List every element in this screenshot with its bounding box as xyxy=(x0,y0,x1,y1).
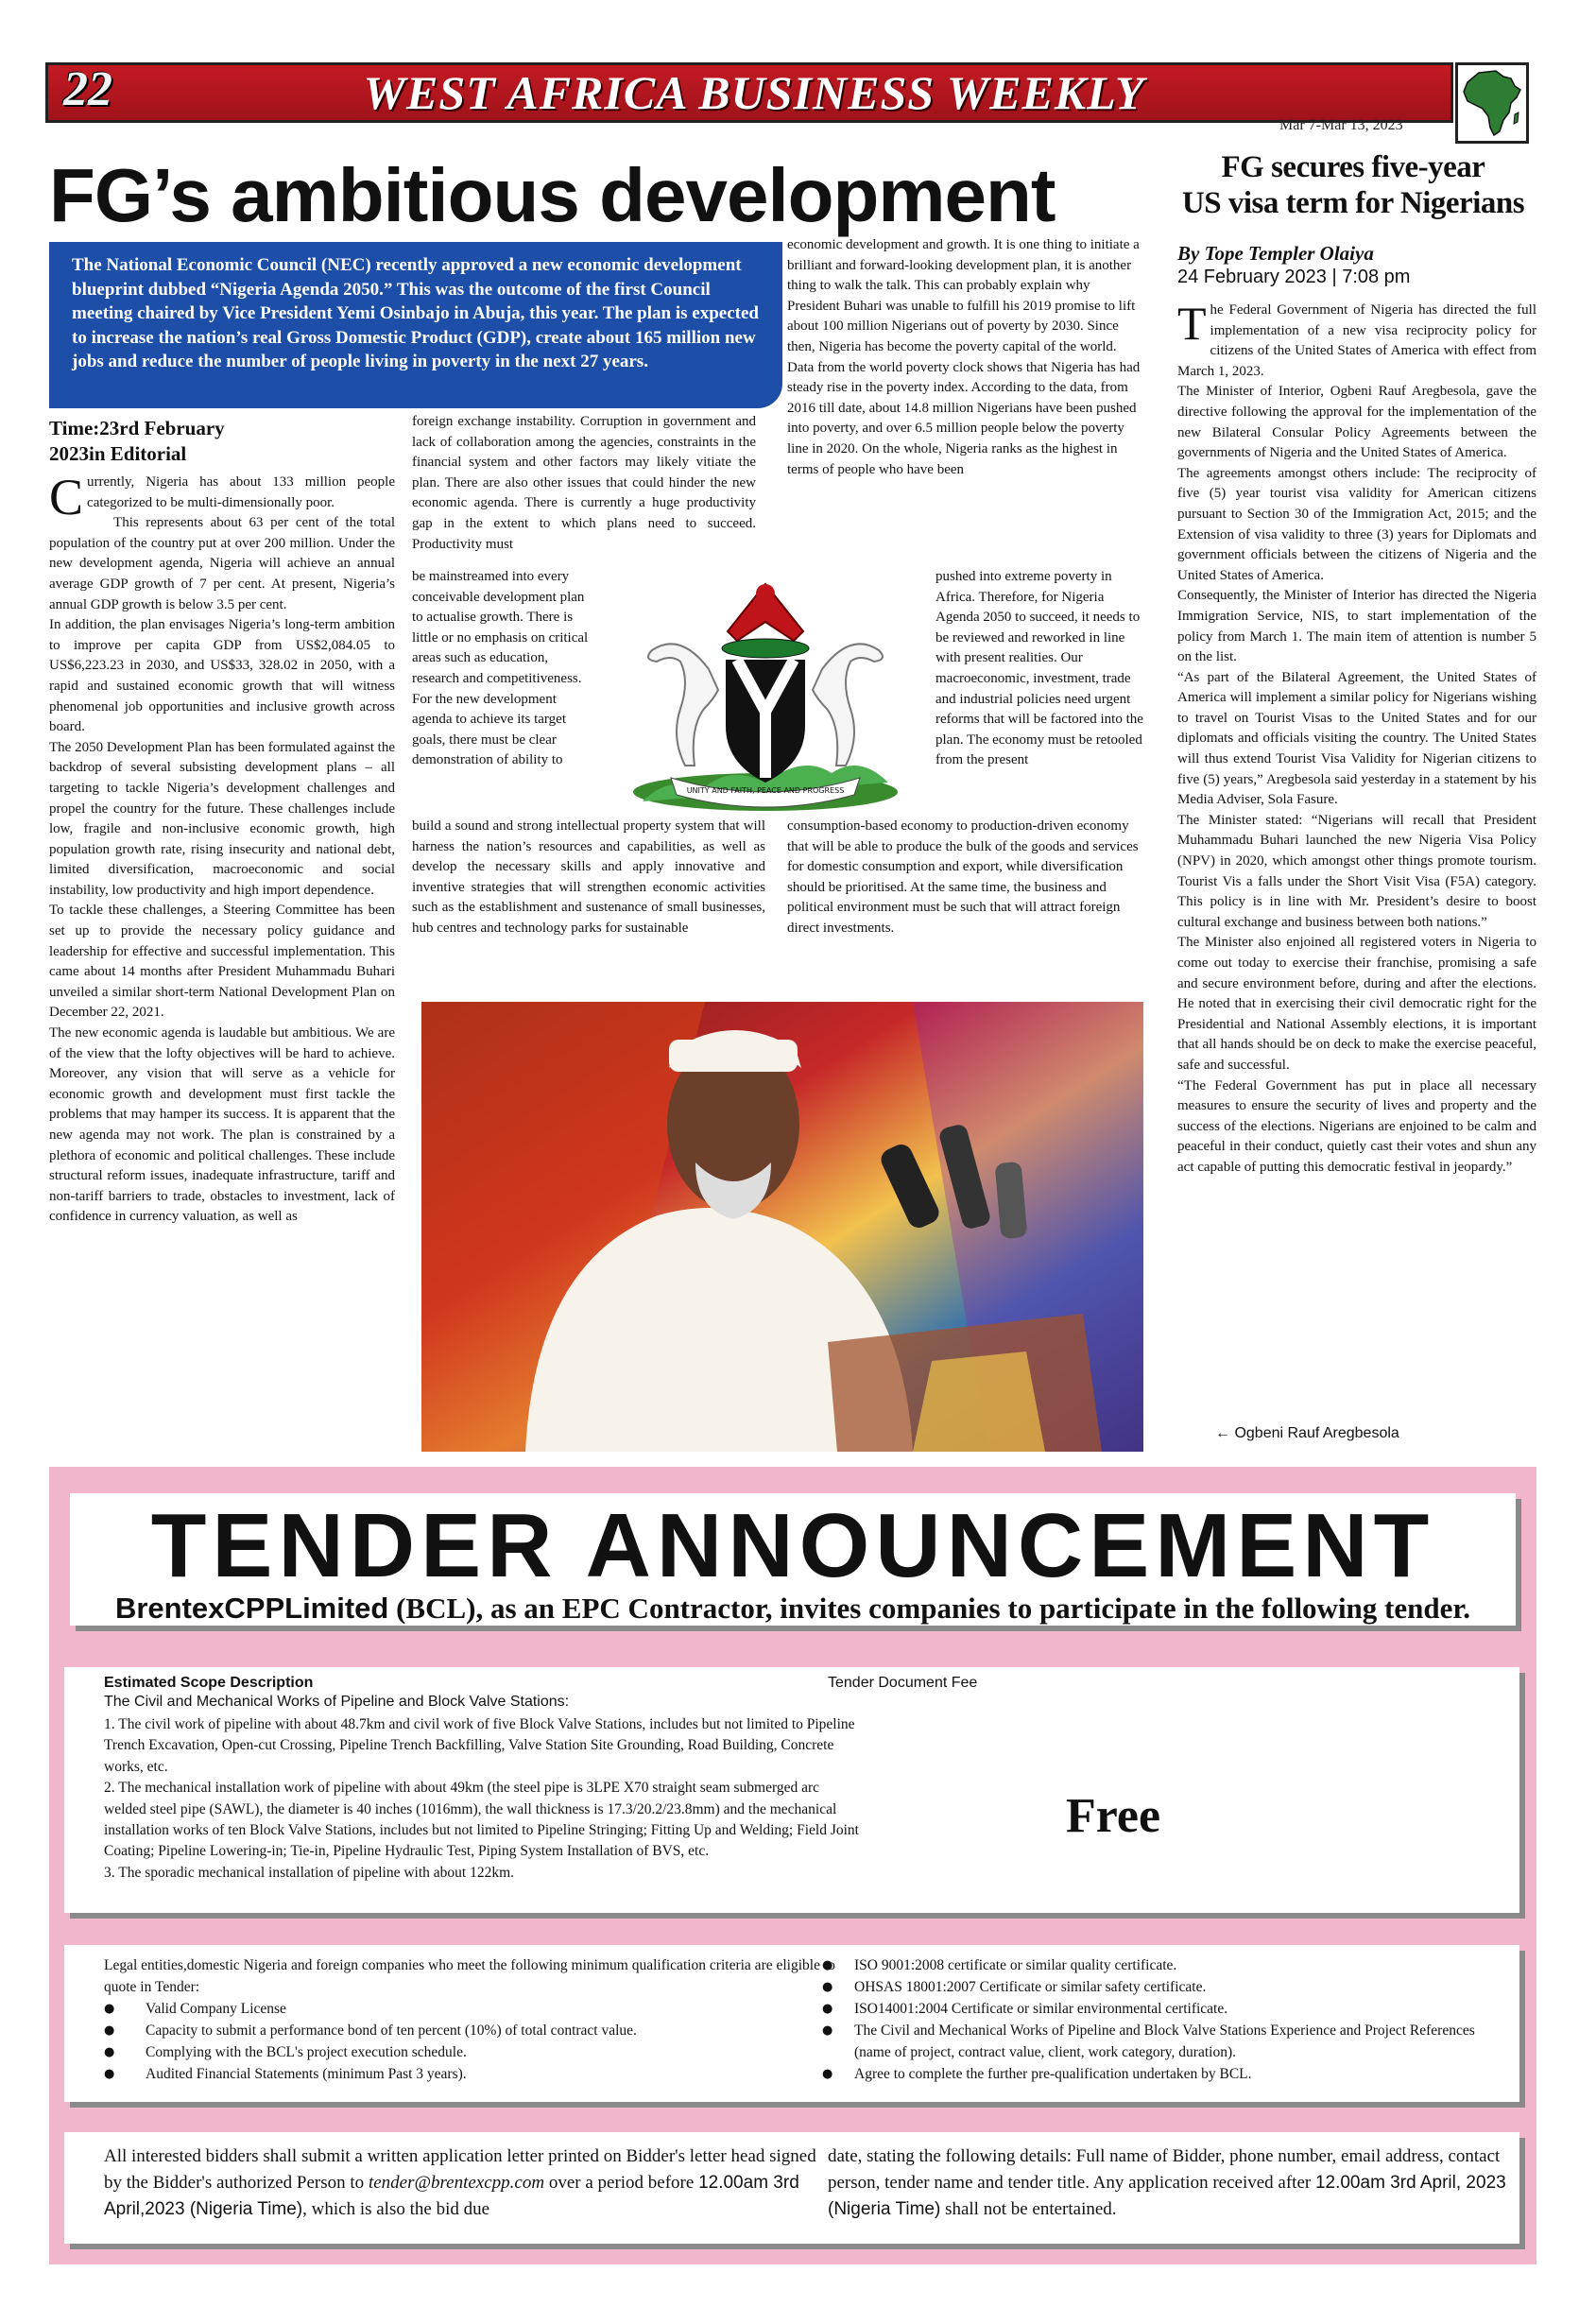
scope-body xyxy=(104,1714,860,1884)
visa-dateline: 24 February 2023 | 7:08 pm xyxy=(1177,267,1411,287)
scope-subtitle: The Civil and Mechanical Works of Pipeline and Block Valve Stations: xyxy=(104,1694,570,1710)
paragraph: urrently, Nigeria has about 133 million people categorized to be multi-dimensionally poor. xyxy=(87,474,395,510)
list-item: ● The Civil and Mechanical Works of Pipeline and Block Valve Stations Experience and Project References (name of project, contract value, client, work category, duration). xyxy=(822,2020,1502,2063)
scope-item: 1. The civil work of pipeline with about 48.7km and civil work of five Block Valve Stations, includes but not limited to Pipeline Trench Excavation, Open-cut Crossing, Pipeline Trench Backfilling, Valve Station Site Grounding, Road Building, Concrete works, etc. xyxy=(104,1716,855,1775)
editorial-column-1 xyxy=(49,469,395,1228)
editorial-column-3-bottom: consumption-based economy to production-driven economy that will be able to produce the bulk of the goods and services for domestic consumption and export, while diversification should be prioritised. At the same time, the business and political environment must be such that will attract foreign direct investments. xyxy=(787,818,1139,936)
editorial-column-2-bottom: build a sound and strong intellectual property system that will harness the nation’s resources and capabilities, as well as develop the necessary skills and apply innovative and inventive strategies that will strengthen economic activities such as the establishment and sustenance of small businesses, hub centres and technology parks for sustainable xyxy=(412,818,765,936)
issue-date: Mar 7-Mar 13, 2023 xyxy=(1279,117,1403,133)
deadline: 12.00am 3rd April,2023 (Nigeria Time) xyxy=(104,2173,799,2219)
tender-header-box xyxy=(70,1493,1516,1626)
qualification-box xyxy=(64,1945,1519,2102)
tender-title: TENDER ANNOUNCEMENT xyxy=(150,1495,1435,1596)
submission-text: shall not be entertained. xyxy=(940,2199,1117,2219)
editorial-column-2-top: foreign exchange instability. Corruption in government and lack of collaboration among the agencies, constraints in the financial system and other factors may likely vitiate the plan. There are also other issues that could hinder the new economic agenda. There is currently a huge productivity gap in the extent to which plans need to succeed. Productivity must xyxy=(412,414,756,552)
paragraph: The Minister stated: “Nigerians will recall that President Muhammadu Buhari launched the new Nigeria Visa Policy (NPV) in 2020, which amongst other things promote tourism. Tourist Vis a falls under the Short Visit Visa (F5A) category. This policy is in line with Mr. President’s desire to boost cultural exchange and business between both nations.” xyxy=(1177,812,1536,930)
tender-intro xyxy=(70,1592,1516,1626)
tender-company: BrentexCPPLimited xyxy=(114,1592,389,1625)
visa-headline xyxy=(1164,149,1542,221)
list-item: ● ISO14001:2004 Certificate or similar environmental certificate. xyxy=(822,1998,1502,2020)
fee-value: Free xyxy=(1066,1789,1161,1843)
editorial-time: Time:23rd February xyxy=(49,417,225,439)
paragraph: The Minister of Interior, Ogbeni Rauf Aregbesola, gave the directive following the approval for the implementation of the new Bilateral Consular Policy Agreements between the governments of Nigeria and the United States of America. xyxy=(1177,384,1536,461)
list-item: ● Complying with the BCL's project execution schedule. xyxy=(104,2041,841,2063)
publication-title: WEST AFRICA BUSINESS WEEKLY xyxy=(363,66,1145,119)
editorial-column-3-wrap: pushed into extreme poverty in Africa. Therefore, for Nigeria Agenda 2050 to succeed, it needs to be reviewed and reworked in line with present realities. Our macroeconomic, investment, trade and industrial policies need urgent reforms that will be factored into the plan. The economy must be retooled from the present xyxy=(935,569,1143,768)
main-headline: FG’s ambitious development xyxy=(49,153,1056,237)
paragraph: The new economic agenda is laudable but ambitious. We are of the view that the lofty objectives will be hard to achieve. Moreover, any vision that will serve as a vehicle for economic growth and development must first tackle the problems that may hamper its success. It is apparent that the new agenda may not work. The plan is constrained by a plethora of economic and political challenges. These include structural reform issues, inadequate infrastructure, tariff and non-tariff barriers to trade, obstacles to investment, lack of confidence in currency valuation, as well as xyxy=(49,1025,395,1225)
submission-text: , which is also the bid due xyxy=(302,2199,490,2219)
submission-text: over a period before xyxy=(544,2173,699,2193)
visa-article-body xyxy=(1177,297,1536,1179)
submission-left xyxy=(104,2143,822,2223)
paragraph: “As part of the Bilateral Agreement, the United States of America will implement a similar policy for Nigerians wishing to travel on Tourist Visas to the United States and for our diplomats and officials visiting the country. The United States will thus extend Tourist Visa Validity for Nigerian citizens to five (5) years,” Aregbesola said yesterday in a statement by his Media Adviser, Sola Fasure. xyxy=(1177,669,1536,808)
submission-text: All interested bidders shall submit a written application letter printed on Bidder's letter head signed by the Bidder's authorized Person to xyxy=(104,2146,816,2193)
scope-item: 3. The sporadic mechanical installation of pipeline with about 122km. xyxy=(104,1864,515,1881)
submission-right xyxy=(828,2143,1508,2223)
tender-intro-text: (BCL), as an EPC Contractor, invites companies to participate in the following tender. xyxy=(388,1592,1471,1625)
qualification-left xyxy=(104,1954,841,2085)
list-item: ● Valid Company License xyxy=(104,1998,841,2020)
paragraph: he Federal Government of Nigeria has directed the full implementation of a new visa reciprocity policy for citizens of the United States of America with effect from March 1, 2023. xyxy=(1177,302,1536,379)
qualification-right xyxy=(822,1954,1502,2085)
editorial-column-3-top: economic development and growth. It is one thing to initiate a brilliant and forward-looking development plan, it is another thing to walk the talk. This can probably explain why President Buhari was unable to fulfill his 2019 promise to lift about 100 million Nigerians out of poverty by 2030. Since then, Nigeria has become the poverty capital of the world. Data from the world poverty clock shows that Nigeria has had steady rise in the poverty index. According to the data, from 2016 till date, about 14.8 million Nigerians have been pushed into poverty, and over 6.5 million people below the poverty line in 2020. On the whole, Nigeria ranks as the highest in terms of people who have been xyxy=(787,237,1141,477)
deadline: 12.00am 3rd April, 2023 (Nigeria Time) xyxy=(828,2173,1506,2219)
visa-byline: By Tope Templer Olaiya xyxy=(1177,242,1374,265)
scope-box xyxy=(64,1667,1519,1913)
scope-title: Estimated Scope Description xyxy=(104,1675,314,1691)
paragraph: The agreements amongst others include: The reciprocity of five (5) year tourist visa validity for American citizens pursuant to Section 30 of the Immigration Act, 2015; and the Extension of visa validity to three (3) years for Diplomats and government officials between the citizens of Nigeria and the United States of America. xyxy=(1177,465,1536,583)
paragraph: “The Federal Government has put in place all necessary measures to ensure the security of lives and property and the success of the elections. Nigerians are enjoined to be calm and peaceful in their conduct, quietly cast their votes and shun any act capable of putting this democratic festival in jeopardy.” xyxy=(1177,1077,1536,1175)
paragraph: The Minister also enjoined all registered voters in Nigeria to come out today to exercise their franchise, promising a safe and secure environment before, during and after the elections. He noted that in exercising their civil democratic right for the Presidential and National Assembly elections, it is important that all hands should be on deck to make the exercise peaceful, safe and successful. xyxy=(1177,935,1536,1073)
africa-map-icon xyxy=(1455,62,1529,144)
paragraph: To tackle these challenges, a Steering Committee has been set up to provide the necessary policy guidance and leadership for effective and successful implementation. This came about 14 months after President Muhammadu Buhari unveiled a similar short-term National Development Plan on December 22, 2021. xyxy=(49,903,395,1021)
list-item: ● Audited Financial Statements (minimum Past 3 years). xyxy=(104,2063,841,2085)
editorial-column-2-wrap: be mainstreamed into every conceivable development plan to actualise growth. There is little or no emphasis on critical areas such as education, research and competitiveness. For the new development agenda to achieve its target goals, there must be clear demonstration of ability to xyxy=(412,569,589,768)
visa-headline-line1: FG secures five-year xyxy=(1221,150,1485,184)
lede-box: The National Economic Council (NEC) recently approved a new economic development blueprint dubbed “Nigeria Agenda 2050.” This was the outcome of the first Council meeting chaired by Vice President Yemi Osinbajo in Abuja, this year. The plan is expected to increase the nation’s real Gross Domestic Product (GDP), create about 165 million new jobs and reduce the number of people living in poverty in the next 27 years. xyxy=(49,242,782,408)
dropcap: C xyxy=(49,469,84,525)
fee-label: Tender Document Fee xyxy=(828,1675,978,1691)
qualification-intro: Legal entities,domestic Nigeria and foreign companies who meet the following minimum qualification criteria are eligible to quote in Tender: xyxy=(104,1957,835,1995)
tender-email-link[interactable]: tender@brentexcpp.com xyxy=(368,2173,545,2193)
paragraph: Consequently, the Minister of Interior has directed the Nigeria Immigration Service, NIS, to start implementation of the policy from March 1. The main item of attention is number 5 on the list. xyxy=(1177,588,1536,665)
submission-text: date, stating the following details: Full name of Bidder, phone number, email address, contact person, tender name and tender title. Any application received after xyxy=(828,2146,1501,2193)
list-item: ● Agree to complete the further pre-qualification undertaken by BCL. xyxy=(822,2063,1502,2085)
tender-advert xyxy=(49,1467,1536,2264)
editorial-section: 2023in Editorial xyxy=(49,442,187,465)
coat-motto: UNITY AND FAITH, PEACE AND PROGRESS xyxy=(686,786,845,795)
coat-of-arms-image xyxy=(605,565,926,820)
list-item: ● OHSAS 18001:2007 Certificate or similar safety certificate. xyxy=(822,1976,1502,1998)
paragraph: The 2050 Development Plan has been formulated against the backdrop of several subsisting development plans – all targeting to tackle Nigeria’s development challenges and propel the country for the future. These challenges include low, fragile and non-inclusive economic growth, high population growth rate, rising insecurity and national debt, limited diversification, macroeconomic and social instability, low productivity and high import dependence. xyxy=(49,739,395,898)
masthead xyxy=(45,62,1529,133)
qualification-list xyxy=(104,1998,841,2085)
list-item: ● ISO 9001:2008 certificate or similar quality certificate. xyxy=(822,1954,1502,1976)
list-item: ● Capacity to submit a performance bond of ten percent (10%) of total contract value. xyxy=(104,2020,841,2041)
scope-item: 2. The mechanical installation work of pipeline with about 49km (the steel pipe is 3LPE X70 straight seam submerged arc welded steel pipe (SAWL), the diameter is 40 inches (1016mm), the wall thickness is 17.3/20.2/23.8mm) and the mechanical installation works of ten Block Valve Stations, includes but not limited to Pipeline Stringing; Fitting Up and Welding; Field Joint Coating; Pipeline Lowering-in; Tie-in, Pipeline Hydraulic Test, Piping System Installation of BVS, etc. xyxy=(104,1780,859,1860)
paragraph: In addition, the plan envisages Nigeria’s long-term ambition to improve per capita GDP from US$2,084.05 to US$6,223.23 in 2030, and US$33, 328.02 in 2050, with a rapid and sustained economic growth that will witness phenomenal job opportunities and inclusive growth across board. xyxy=(49,617,395,735)
page-number: 22 xyxy=(63,62,112,116)
submission-box xyxy=(64,2132,1519,2244)
certificate-list xyxy=(822,1954,1502,2085)
dropcap: T xyxy=(1177,297,1207,350)
photo-caption: ← Ogbeni Rauf Aregbesola xyxy=(1215,1425,1399,1441)
paragraph: This represents about 63 per cent of the total population of the country put at over 200 million. Under the new development agenda, Nigeria will achieve an annual average GDP growth of 7 per cent. At present, Nigeria’s annual GDP growth is below 3.5 per cent. xyxy=(49,515,395,612)
editorial-meta xyxy=(49,416,408,467)
visa-headline-line2: US visa term for Nigerians xyxy=(1181,186,1525,220)
speaker-photo xyxy=(421,1002,1143,1452)
